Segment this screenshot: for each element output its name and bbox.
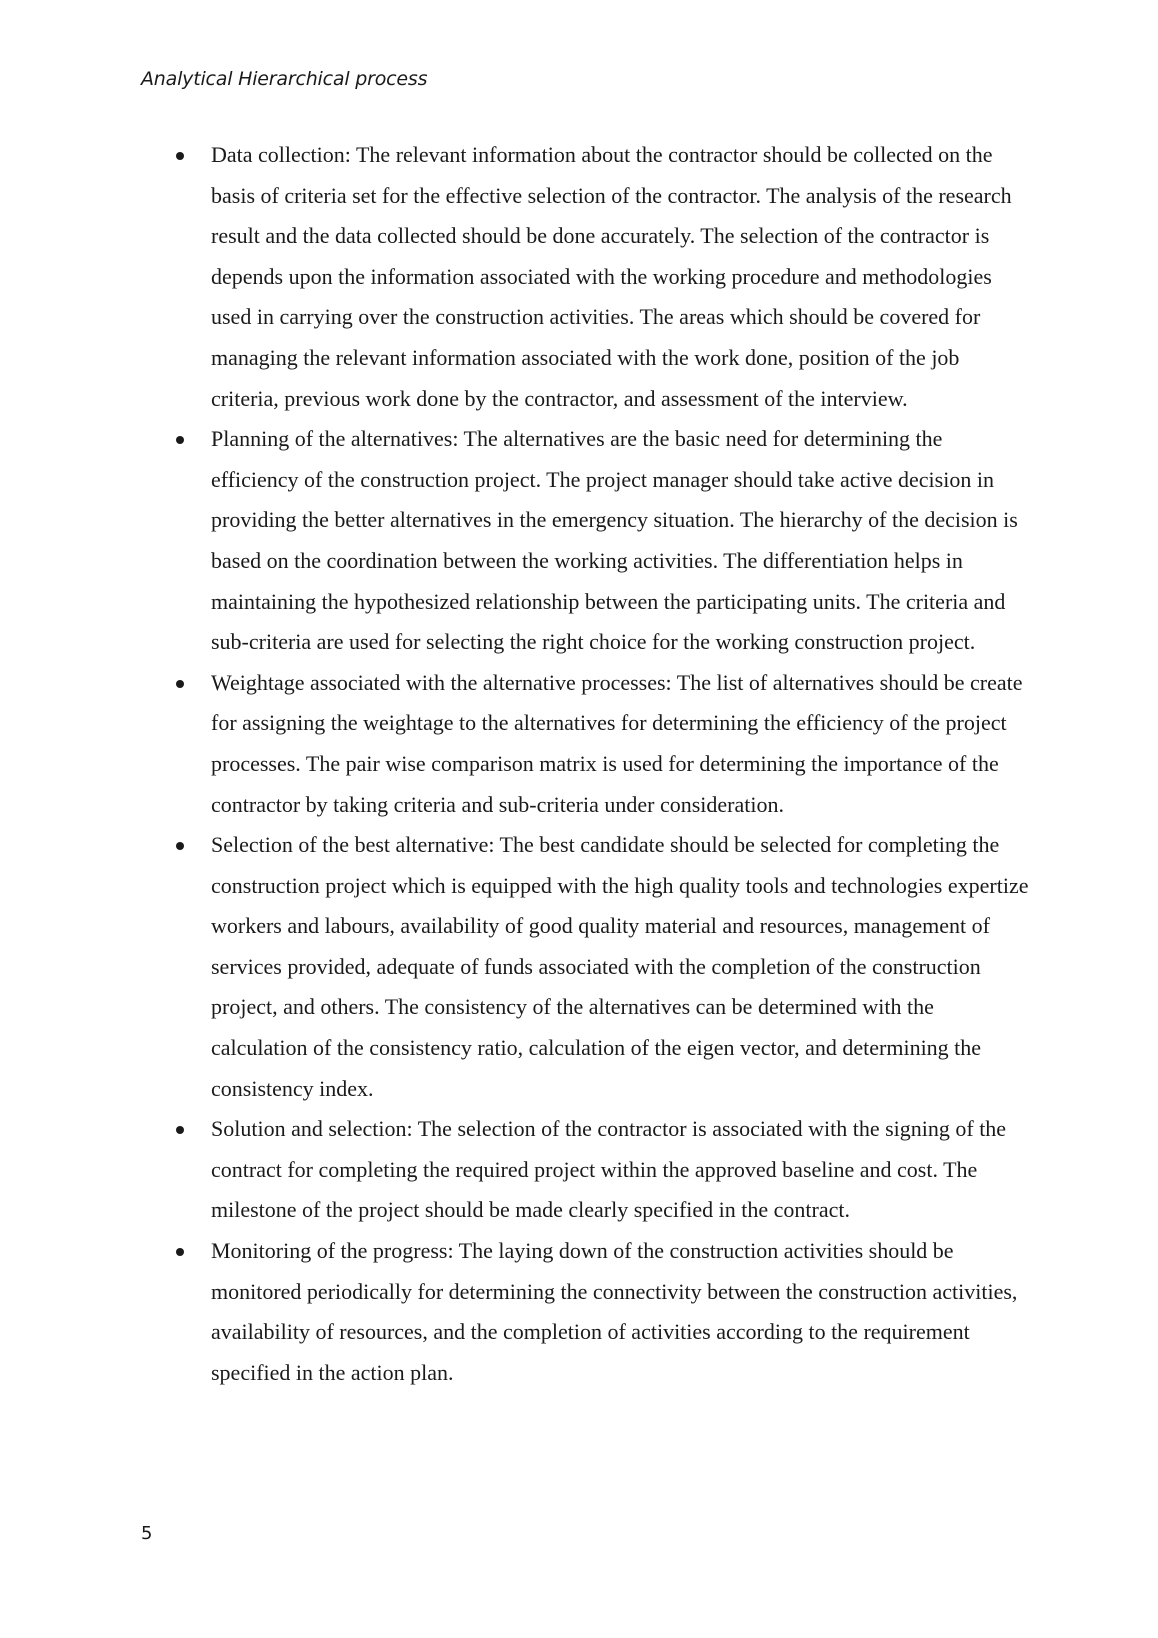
bullet-icon xyxy=(176,680,184,688)
bullet-text: Monitoring of the progress: The laying down of the construction activities should be monitored periodically for determining the connectivity between the construction activities, availability of resources, and the completion of activities according to the requirement specified in the action plan. xyxy=(211,1238,1018,1385)
bullet-text: Data collection: The relevant information about the contractor should be collected on the basis of criteria set for the effective selection of the contractor. The analysis of the research result and the data collected should be done accurately. The selection of the contractor is depends upon the information associated with the working procedure and methodologies used in carrying over the construction activities. The areas which should be covered for managing the relevant information associated with the work done, position of the job criteria, previous work done by the contractor, and assessment of the interview. xyxy=(211,142,1012,411)
bullet-text: Weightage associated with the alternative processes: The list of alternatives should be create for assigning the weightage to the alternatives for determining the efficiency of the project processes. The pair wise comparison matrix is used for determining the importance of the contractor by taking criteria and sub-criteria under consideration. xyxy=(211,669,1023,817)
bullet-icon xyxy=(176,1248,184,1256)
list-item xyxy=(0,1231,1158,1393)
bullet-text: Selection of the best alternative: The best candidate should be selected for completing the construction project which is equipped with the high quality tools and technologies expertize workers and labours, availability of good quality material and resources, management of services provided, adequate of funds associated with the completion of the construction project, and others. The consistency of the alternatives can be determined with the calculation of the consistency ratio, calculation of the eigen vector, and determining the consistency index. xyxy=(211,832,1029,1101)
bullet-icon xyxy=(176,436,184,444)
page-number: 5 xyxy=(141,1523,153,1544)
bullet-icon xyxy=(176,842,184,850)
bullet-icon xyxy=(176,1126,184,1134)
list-item xyxy=(0,663,1158,825)
bullet-text: Solution and selection: The selection of the contractor is associated with the signing of the contract for completing the required project within the approved baseline and cost. The milestone of the project should be made clearly specified in the contract. xyxy=(211,1116,1007,1223)
bullet-text: Planning of the alternatives: The alternatives are the basic need for determining the efficiency of the construction project. The project manager should take active decision in providing the better alternatives in the emergency situation. The hierarchy of the decision is based on the coordination between the working activities. The differentiation helps in maintaining the hypothesized relationship between the participating units. The criteria and sub-criteria are used for selecting the right choice for the working construction project. xyxy=(211,426,1018,655)
list-item xyxy=(0,1109,1158,1231)
list-item xyxy=(0,135,1158,419)
page-header-title: Analytical Hierarchical process xyxy=(141,68,428,90)
bullet-icon xyxy=(176,152,184,160)
list-item xyxy=(0,825,1158,1109)
bullet-list xyxy=(0,135,1158,1393)
list-item xyxy=(0,419,1158,663)
